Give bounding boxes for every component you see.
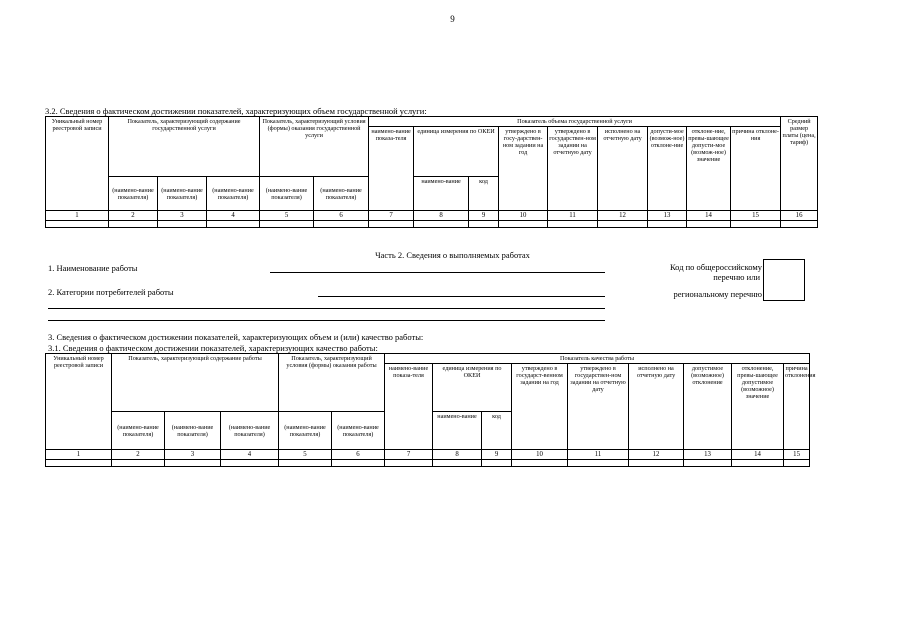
col-executed: исполнено на отчетную дату [598,127,648,211]
sub-indicator: (наимено-вание показателя) [332,412,385,450]
col-unit: единица измерения по ОКЕИ [433,364,512,412]
col-deviation: отклонение, превы-шающее допустимое (возможное) значение [732,364,784,450]
col-deviation: отклоне-ние, превы-шающее допусти-мое (возмож-ное) значение [687,127,731,211]
column-number: 13 [648,211,687,221]
table-row [46,221,818,228]
col-unit-code: код [482,412,512,450]
part2-title: Часть 2. Сведения о выполняемых работах [375,250,530,260]
col-unit: единица измерения по ОКЕИ [414,127,499,177]
col-approved-year: утверждено в госу-дарствен-ном задании на год [499,127,548,211]
col-content: Показатель, характеризующий содержание работы [112,354,279,412]
col-unit-name: наимено-вание [433,412,482,450]
work-name-line [270,272,605,273]
column-number: 8 [433,450,482,460]
col-approved-year: утверждено в государст-венном задании на год [512,364,568,450]
column-number: 1 [46,450,112,460]
col-volume: Показатель объема государственной услуги [369,117,781,127]
col-approved-date: утверждено в государствен-ном задании на отчетную дату [548,127,598,211]
consumer-category-line-2 [48,308,605,309]
sub-indicator: (наимено-вание показателя) [112,412,165,450]
consumer-category-line [318,296,605,297]
column-number: 14 [687,211,731,221]
sub-indicator: (наимено-вание показателя) [165,412,221,450]
col-allowed: допусти-мое (возмож-ное) отклоне-ние [648,127,687,211]
sub-indicator: (наимено-вание показателя) [279,412,332,450]
sub-indicator: (наимено-вание показателя) [158,177,207,211]
column-number: 14 [732,450,784,460]
col-indicator-name: наимено-вание показа-теля [385,364,433,450]
column-number: 13 [684,450,732,460]
table-row [46,460,810,467]
sub-indicator: (наимено-вание показателя) [260,177,314,211]
code-label-2: перечню или [713,272,760,282]
sub-indicator: (наимено-вание показателя) [207,177,260,211]
section-3-2-heading: 3.2. Сведения о фактическом достижении показателей, характеризующих объем государственной услуги: [45,106,427,116]
column-number: 10 [512,450,568,460]
work-name-label: 1. Наименование работы [48,263,138,273]
consumer-category-line-3 [48,320,605,321]
column-number: 12 [598,211,648,221]
col-unique: Уникальный номер реестровой записи [46,117,109,211]
column-number: 6 [314,211,369,221]
column-number: 15 [731,211,781,221]
col-unit-code: код [469,177,499,211]
code-label-1: Код по общероссийскому [669,262,762,272]
column-number: 5 [260,211,314,221]
section-3-heading: 3. Сведения о фактическом достижении показателей, характеризующих объем и (или) качество работы: [48,332,424,342]
section-3-1-heading: 3.1. Сведения о фактическом достижении показателей, характеризующих качество работы: [48,343,378,353]
col-conditions: Показатель, характеризующий условия (формы) оказания государственной услуги [260,117,369,177]
sub-indicator: (наимено-вание показателя) [314,177,369,211]
col-unit-name: наимено-вание [414,177,469,211]
col-quality: Показатель качества работы [385,354,810,364]
column-number: 2 [112,450,165,460]
column-number: 16 [781,211,818,221]
code-box [763,259,805,301]
col-unique: Уникальный номер реестровой записи [46,354,112,450]
column-number: 11 [568,450,629,460]
column-number: 3 [158,211,207,221]
consumer-category-label: 2. Категории потребителей работы [48,287,174,297]
column-number: 7 [369,211,414,221]
column-number: 12 [629,450,684,460]
volume-table [45,116,818,228]
column-number: 1 [46,211,109,221]
page-number: 9 [450,14,455,24]
column-number: 15 [784,450,810,460]
column-number: 4 [207,211,260,221]
column-number: 6 [332,450,385,460]
column-number: 8 [414,211,469,221]
col-conditions: Показатель, характеризующий условия (формы) оказания работы [279,354,385,412]
column-number: 9 [482,450,512,460]
column-number: 9 [469,211,499,221]
column-number: 5 [279,450,332,460]
col-reason: причина отклоне-ния [731,127,781,211]
sub-indicator: (наимено-вание показателя) [109,177,158,211]
col-executed: исполнено на отчетную дату [629,364,684,450]
column-number: 10 [499,211,548,221]
column-number: 11 [548,211,598,221]
col-avg-price: Средний размер платы (цена, тариф) [781,117,818,211]
col-content: Показатель, характеризующий содержание государственной услуги [109,117,260,177]
column-number: 4 [221,450,279,460]
column-number: 3 [165,450,221,460]
column-number: 7 [385,450,433,460]
col-reason: причина отклонения [784,364,810,450]
quality-table [45,353,816,467]
col-approved-date: утверждено в государствен-ном задании на отчетную дату [568,364,629,450]
column-number: 2 [109,211,158,221]
code-label-3: региональному перечню [673,289,762,299]
col-allowed: допустимое (возможное) отклонение [684,364,732,450]
sub-indicator: (наимено-вание показателя) [221,412,279,450]
col-indicator-name: наимено-вание показа-теля [369,127,414,211]
